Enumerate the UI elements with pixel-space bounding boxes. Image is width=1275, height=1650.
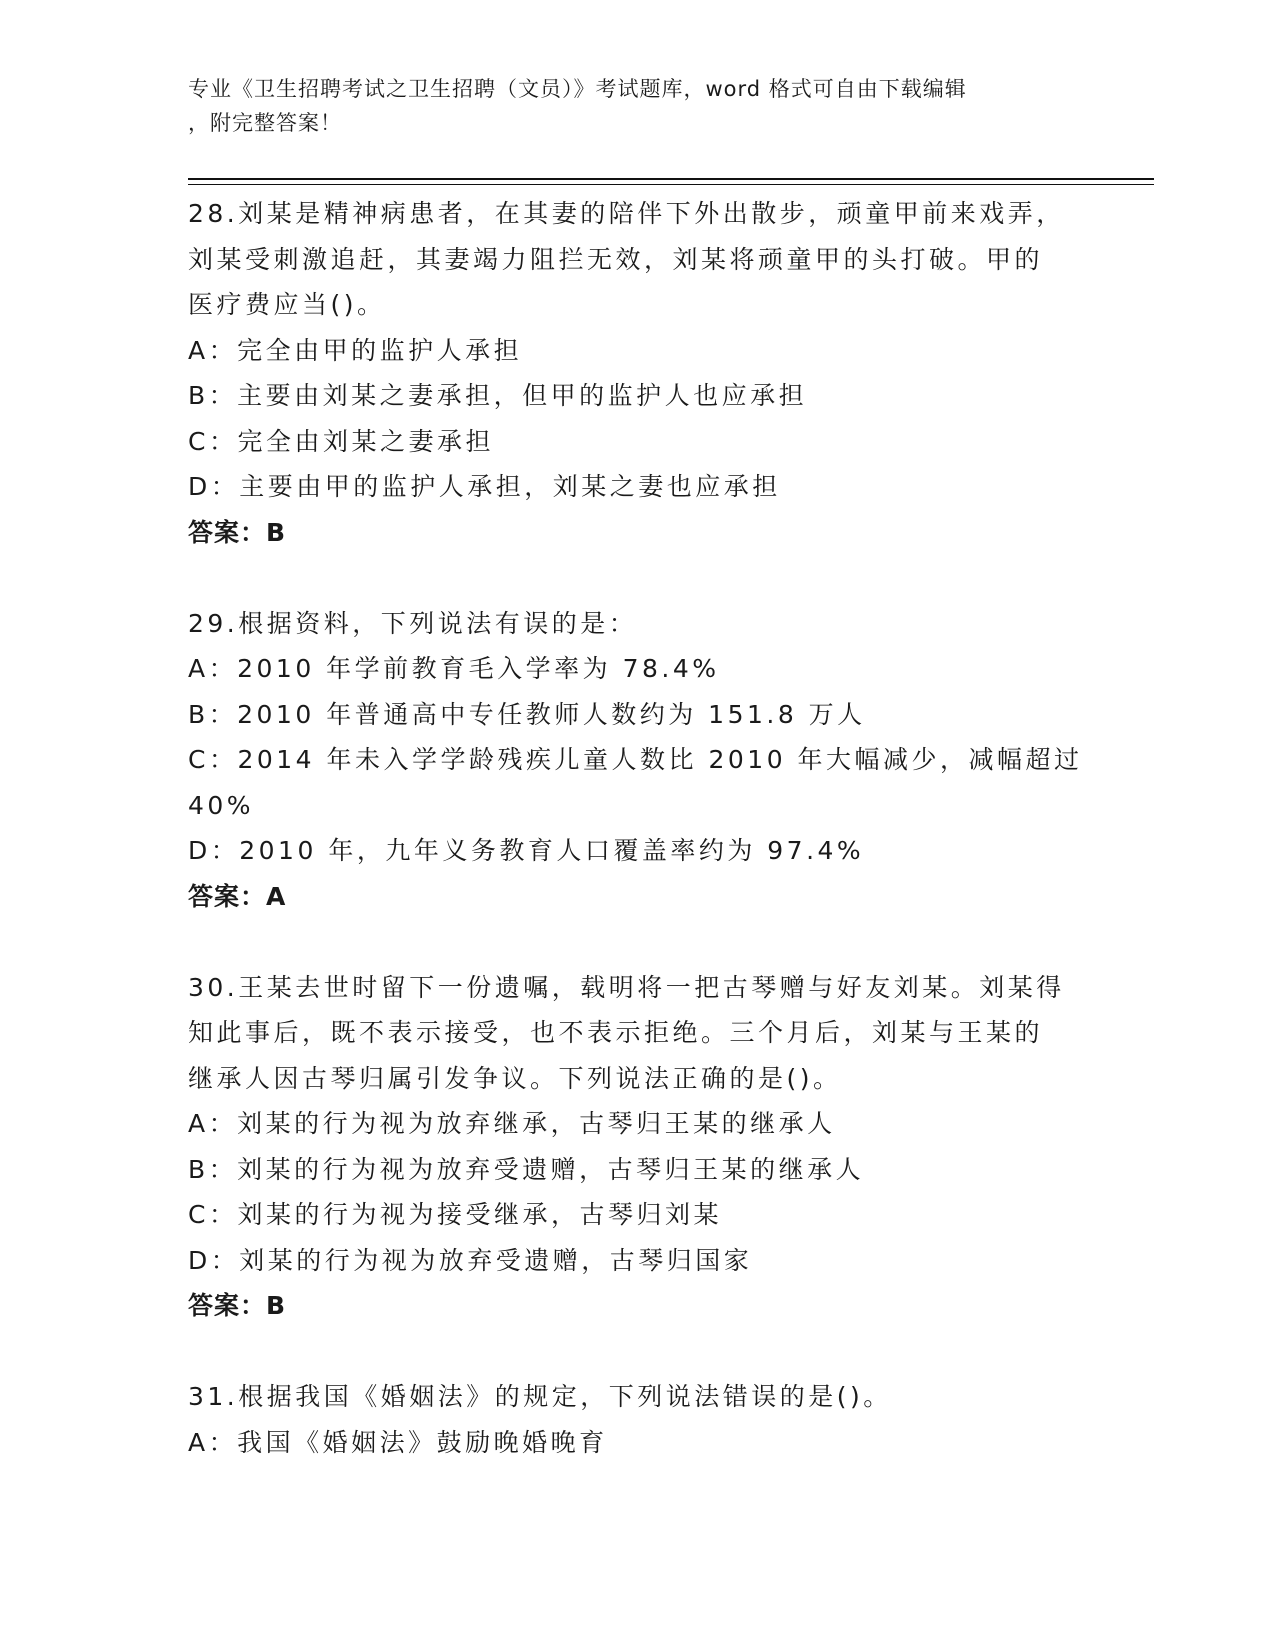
- answer-label: 答案：B: [188, 1291, 287, 1320]
- question-text-line: 医疗费应当()。: [188, 290, 386, 319]
- option-b: B：刘某的行为视为放弃受遗赠，古琴归王某的继承人: [188, 1154, 865, 1184]
- question-28: [188, 191, 1118, 555]
- header-line-1: 专业《卫生招聘考试之卫生招聘（文员）》考试题库，word 格式可自由下载编辑: [188, 77, 967, 101]
- question-spacer: [188, 919, 1118, 965]
- option-d: D：2010 年，九年义务教育人口覆盖率约为 97.4%: [188, 836, 865, 865]
- option-a: A：我国《婚姻法》鼓励晚婚晚育: [188, 1427, 608, 1457]
- question-29: [188, 601, 1118, 920]
- question-text-line: 继承人因古琴归属引发争议。下列说法正确的是()。: [188, 1063, 842, 1093]
- option-c-continued: 40%: [188, 790, 255, 820]
- header-line-2: ，附完整答案！: [188, 111, 342, 135]
- answer-label: 答案：B: [188, 517, 287, 547]
- option-a: A：完全由甲的监护人承担: [188, 335, 523, 365]
- question-text-line: 29.根据资料，下列说法有误的是：: [188, 608, 638, 638]
- option-c: C：刘某的行为视为接受继承，古琴归刘某: [188, 1200, 722, 1229]
- question-spacer: [188, 555, 1118, 601]
- option-c: C：完全由刘某之妻承担: [188, 426, 494, 456]
- question-text-line: 31.根据我国《婚姻法》的规定，下列说法错误的是()。: [188, 1382, 892, 1411]
- question-31: [188, 1374, 1118, 1465]
- option-d: D：主要由甲的监护人承担，刘某之妻也应承担: [188, 472, 781, 501]
- question-text-line: 刘某受刺激追赶，其妻竭力阻拦无效，刘某将顽童甲的头打破。甲的: [188, 244, 1044, 274]
- option-c: C：2014 年未入学学龄残疾儿童人数比 2010 年大幅减少，减幅超过: [188, 745, 1083, 774]
- question-text-line: 28.刘某是精神病患者，在其妻的陪伴下外出散步，顽童甲前来戏弄，: [188, 199, 1065, 228]
- answer-label: 答案：A: [188, 881, 287, 911]
- question-spacer: [188, 1329, 1118, 1375]
- option-d: D：刘某的行为视为放弃受遗赠，古琴归国家: [188, 1245, 753, 1275]
- document-header: [188, 72, 1068, 140]
- header-divider-thin: [188, 184, 1154, 185]
- option-a: A：刘某的行为视为放弃继承，古琴归王某的继承人: [188, 1109, 836, 1138]
- question-text-line: 30.王某去世时留下一份遗嘱，载明将一把古琴赠与好友刘某。刘某得: [188, 972, 1065, 1002]
- question-text-line: 知此事后，既不表示接受，也不表示拒绝。三个月后，刘某与王某的: [188, 1018, 1044, 1047]
- option-b: B：主要由刘某之妻承担，但甲的监护人也应承担: [188, 381, 808, 410]
- question-30: [188, 965, 1118, 1329]
- header-divider-thick: [188, 178, 1154, 180]
- option-a: A：2010 年学前教育毛入学率为 78.4%: [188, 654, 720, 683]
- question-list: [188, 191, 1118, 1465]
- option-b: B：2010 年普通高中专任教师人数约为 151.8 万人: [188, 699, 866, 729]
